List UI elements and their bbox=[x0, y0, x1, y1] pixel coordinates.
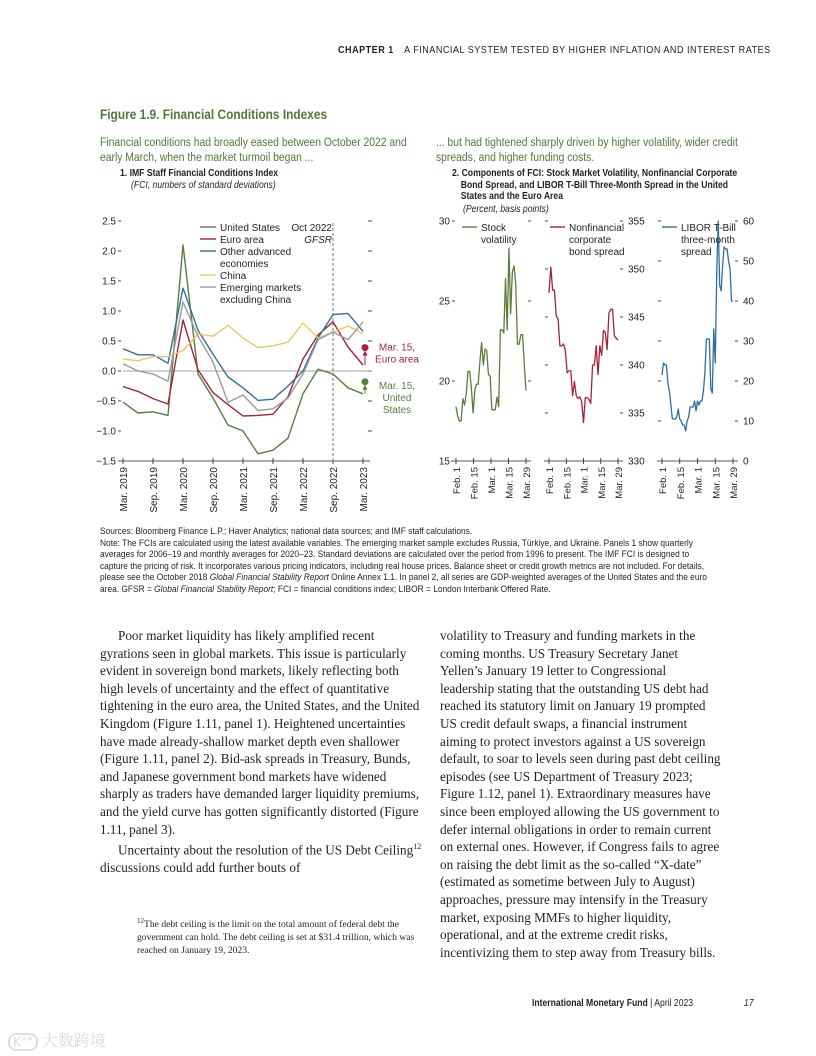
svg-text:0.0: 0.0 bbox=[102, 366, 116, 378]
svg-text:355: 355 bbox=[628, 216, 645, 228]
footnote bbox=[137, 915, 437, 957]
publication-date: April 2023 bbox=[654, 997, 694, 1009]
svg-text:0.5: 0.5 bbox=[102, 336, 116, 348]
svg-text:Mar. 15,: Mar. 15, bbox=[378, 342, 416, 354]
svg-text:Feb. 1: Feb. 1 bbox=[545, 467, 556, 494]
body-paragraph-3: volatility to Treasury and funding markets in the coming months. US Treasury Secretary Janet Yellen’s January 19 letter to Congressional leadership stating that the outstanding US debt had reached its statutory limit on January 19 prompted US credit default swaps, a financial instrument aiming to protect investors against a US sovereign default, to soar to levels seen during past debt ceiling episodes (see US Department of Treasury 2023; Figure 1.12, panel 1). Extraordinary measures have since been employed allowing the US government to defer internal obligations in order to remain current on external ones. However, if Congress fails to agree on raising the debt limit as the so-called “X-date” (estimated as sometime between July to August) approaches, pressure may intensify in the Treasury market, exposing MMFs to higher liquidity, operational, and at the extreme credit risks, incentivizing them to step away from Treasury bills. bbox=[440, 628, 721, 960]
svg-text:Mar. 15,: Mar. 15, bbox=[378, 380, 416, 392]
svg-text:United: United bbox=[382, 392, 412, 404]
note-text: Note: The FCIs are calculated using the latest available variables. The emerging market sample excludes Russia, Türkiye, and Ukraine. Panels 1 show quarterly averages for 2006–19 and monthly averages for 2020–23. Standard deviations are calculated over the period from 1996 to present. The IMF FCI is designed to capture the pricing of risk. It incorporates various pricing indicators, including real house prices. Balance sheet or credit growth metrics are not included. For details, please see the October 2018 Global Financial Stability Report Online Annex 1.1. In panel 2, all series are GDP-weighted averages of the United States and the euro area. GFSR = Global Financial Stability Report; FCI = financial conditions index; LIBOR = London Interbank Offered Rate. bbox=[100, 537, 707, 594]
publisher: International Monetary Fund bbox=[532, 997, 648, 1009]
legend-stock-1: Stock bbox=[481, 223, 507, 234]
svg-text:10: 10 bbox=[743, 416, 755, 428]
svg-text:2.5: 2.5 bbox=[102, 216, 116, 228]
vline-label-gfsr: GFSR bbox=[304, 235, 332, 246]
svg-text:Sep. 2021: Sep. 2021 bbox=[269, 467, 280, 513]
svg-text:Mar. 2022: Mar. 2022 bbox=[299, 467, 310, 512]
chapter-label: CHAPTER 1 bbox=[338, 44, 394, 56]
svg-text:States: States bbox=[382, 404, 412, 416]
svg-text:1.5: 1.5 bbox=[102, 276, 116, 288]
svg-text:Mar. 2023: Mar. 2023 bbox=[359, 467, 370, 512]
svg-text:20: 20 bbox=[438, 376, 450, 388]
panel1-legend bbox=[200, 223, 332, 306]
legend-corp-1: Nonfinancial bbox=[569, 223, 625, 234]
svg-text:Mar. 29: Mar. 29 bbox=[614, 467, 625, 499]
svg-text:Sep. 2019: Sep. 2019 bbox=[149, 467, 160, 513]
svg-text:Mar. 2019: Mar. 2019 bbox=[119, 467, 130, 512]
svg-text:50: 50 bbox=[743, 256, 755, 268]
svg-text:Mar. 1: Mar. 1 bbox=[693, 467, 705, 494]
body-paragraph-1: Poor market liquidity has likely amplified recent gyrations seen in global markets. This issue is particularly evident in sovereign bond markets, likely reflecting both high levels of uncertainty and the effect of quantitative tightening in the euro area, the United States, and the United Kingdom (Figure 1.11, panel 1). Heightened uncertainties have made already-shallow market depth even shallower (Figure 1.11, panel 2). Bid-ask spreads in Treasury, Bunds, and Japanese government bond markets have widened sharply as traders have demanded larger liquidity premiums, and the yield curve has gotten significantly distorted (Figure 1.11, panel 3). bbox=[100, 628, 420, 837]
panel2-libor-spread-chart bbox=[657, 217, 755, 500]
svg-text:Sep. 2020: Sep. 2020 bbox=[209, 467, 220, 513]
panel2-legends bbox=[462, 223, 736, 258]
body-paragraph-2: Uncertainty about the resolution of the US Debt Ceiling$^{12}$ discussions could add further bouts of bbox=[100, 842, 422, 876]
svg-text:Euro area: Euro area bbox=[375, 354, 419, 366]
svg-text:15: 15 bbox=[438, 456, 450, 468]
svg-text:−0.5: −0.5 bbox=[96, 396, 116, 408]
svg-text:335: 335 bbox=[628, 408, 645, 420]
svg-text:−1.0: −1.0 bbox=[96, 426, 116, 438]
svg-text:Mar. 15: Mar. 15 bbox=[596, 467, 608, 499]
svg-text:Mar. 1: Mar. 1 bbox=[487, 467, 498, 494]
svg-text:20: 20 bbox=[743, 376, 755, 388]
right-subtitle: ... but had tightened sharply driven by higher volatility, wider credit spreads, and higher funding costs. bbox=[436, 137, 738, 164]
vline-label: Oct 2022 bbox=[291, 223, 332, 234]
panel1-unit: (FCI, numbers of standard deviations) bbox=[131, 180, 276, 191]
svg-text:Mar. 29: Mar. 29 bbox=[729, 467, 740, 499]
legend-em-1: Emerging markets bbox=[220, 283, 302, 294]
legend-em-2: excluding China bbox=[220, 295, 292, 306]
figure-title: Figure 1.9. Financial Conditions Indexes bbox=[100, 107, 328, 122]
footnote-ref: 12 bbox=[413, 842, 422, 852]
svg-text:Mar. 2020: Mar. 2020 bbox=[179, 467, 190, 512]
svg-text:330: 330 bbox=[628, 456, 645, 468]
svg-text:Feb. 15: Feb. 15 bbox=[469, 467, 481, 500]
svg-text:2.0: 2.0 bbox=[102, 246, 116, 258]
legend-corp-3: bond spread bbox=[569, 247, 625, 258]
panel1-title: 1. IMF Staff Financial Conditions Index bbox=[120, 168, 279, 179]
svg-text:Mar. 1: Mar. 1 bbox=[579, 467, 591, 494]
legend-corp-2: corporate bbox=[569, 235, 612, 246]
panel2-title: 2. Components of FCI: Stock Market Volatility, Nonfinancial Corporate Bond Spread, and LIBOR T-Bill Three-Month Spread in the United States and the Euro Area bbox=[452, 168, 738, 202]
svg-text:340: 340 bbox=[628, 360, 645, 372]
svg-text:Mar. 15: Mar. 15 bbox=[504, 467, 516, 499]
footnote-number: 12 bbox=[137, 917, 144, 925]
footnote-text: The debt ceiling is the limit on the total amount of federal debt the government can hold. The debt ceiling is set at $31.4 trillion, which was reached on January 19, 2023. bbox=[137, 919, 415, 957]
figure-notes bbox=[100, 526, 744, 596]
panel2-corporate-spread-chart bbox=[544, 217, 645, 500]
svg-text:0: 0 bbox=[743, 456, 749, 468]
svg-text:Sep. 2022: Sep. 2022 bbox=[329, 467, 340, 513]
svg-text:Mar. 15: Mar. 15 bbox=[711, 467, 723, 499]
legend-euro: Euro area bbox=[220, 235, 264, 246]
legend-oae-2: economies bbox=[220, 259, 269, 270]
chart-area bbox=[0, 0, 816, 520]
body-right-column bbox=[440, 627, 722, 961]
svg-text:345: 345 bbox=[628, 312, 645, 324]
svg-text:30: 30 bbox=[438, 216, 450, 228]
svg-text:Feb. 15: Feb. 15 bbox=[675, 467, 687, 500]
svg-text:40: 40 bbox=[743, 296, 755, 308]
svg-text:−1.5: −1.5 bbox=[96, 456, 116, 468]
legend-libor-1: LIBOR T-Bill bbox=[681, 223, 736, 234]
svg-text:60: 60 bbox=[743, 216, 755, 228]
svg-text:Feb. 15: Feb. 15 bbox=[562, 467, 574, 500]
body-left-column bbox=[100, 627, 422, 877]
watermark: K°° 大数跨境 bbox=[8, 1028, 106, 1051]
svg-text:Mar. 29: Mar. 29 bbox=[522, 467, 533, 499]
left-subtitle: Financial conditions had broadly eased between October 2022 and early March, when the market turmoil began ... bbox=[100, 137, 407, 164]
svg-text:1.0: 1.0 bbox=[102, 306, 116, 318]
page-number: 17 bbox=[743, 997, 754, 1009]
svg-text:25: 25 bbox=[438, 296, 450, 308]
svg-text:Mar. 2021: Mar. 2021 bbox=[239, 467, 250, 512]
legend-stock-2: volatility bbox=[481, 235, 517, 246]
legend-china: China bbox=[220, 271, 247, 282]
svg-text:350: 350 bbox=[628, 264, 645, 276]
svg-text:30: 30 bbox=[743, 336, 755, 348]
legend-libor-2: three-month bbox=[681, 235, 735, 246]
svg-text:Feb. 1: Feb. 1 bbox=[452, 467, 463, 494]
panel2-unit: (Percent, basis points) bbox=[463, 204, 549, 215]
chapter-title: A FINANCIAL SYSTEM TESTED BY HIGHER INFLATION AND INTEREST RATES bbox=[404, 44, 771, 56]
legend-libor-3: spread bbox=[681, 247, 712, 258]
sources-text: Sources: Bloomberg Finance L.P.; Haver Analytics; national data sources; and IMF staff calculations. bbox=[100, 526, 473, 536]
panel2-stock-volatility-chart bbox=[439, 217, 533, 500]
legend-us: United States bbox=[220, 223, 281, 234]
page-footer: International Monetary Fund | April 2023 17 bbox=[532, 997, 754, 1009]
svg-text:Feb. 1: Feb. 1 bbox=[658, 467, 669, 494]
legend-oae-1: Other advanced bbox=[220, 247, 292, 258]
